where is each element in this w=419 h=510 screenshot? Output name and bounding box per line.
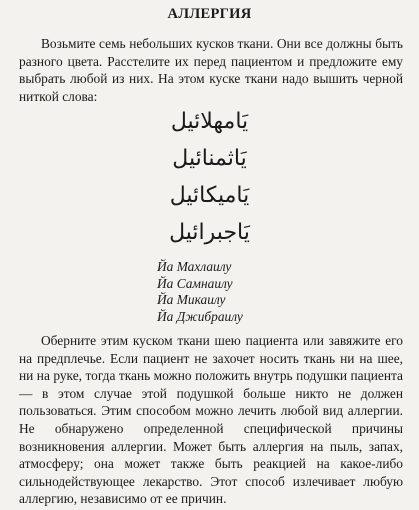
arabic-name: يَاجبرائيل <box>169 220 250 245</box>
transliteration-line: Йа Самнаилу <box>157 275 233 291</box>
arabic-name: يَامهلائيل <box>170 109 249 134</box>
page-title: АЛЛЕРГИЯ <box>167 6 252 22</box>
transliteration-block <box>157 259 243 325</box>
transliteration-line: Йа Махлаилу <box>157 259 232 274</box>
arabic-names-block <box>0 103 419 251</box>
instructions-paragraph: Оберните этим куском ткани шею пациента или завяжите его на предплечье. Если пациент не захочет носить ткань ни на шее, ни на руке, тогда ткань можно положить внутрь подушки пациента — в этом случае этой подушкой больше никто не должен пользоваться. Этим способом можно лечить любой вид аллергии. Не обнаружено определенной специфической причины возникновения аллергии. Может быть аллергия на пыль, запах, атмосферу; она может также быть реакцией на какое-либо сильнодействующее лекарство. Этот способ излечивает любую аллергию, независимо от ее причин. <box>19 333 403 507</box>
arabic-name: يَاميكائيل <box>169 183 250 208</box>
arabic-name: يَاثمنائيل <box>172 146 247 171</box>
intro-paragraph: Возьмите семь небольших кусков ткани. Они все должны быть разного цвета. Расстелите их перед пациентом и предложите ему выбрать любой из них. На этом куске ткани надо вышить черной ниткой слова: <box>19 36 403 104</box>
transliteration-line: Йа Микаилу <box>157 292 226 307</box>
transliteration-line: Йа Джибраилу <box>157 308 243 324</box>
